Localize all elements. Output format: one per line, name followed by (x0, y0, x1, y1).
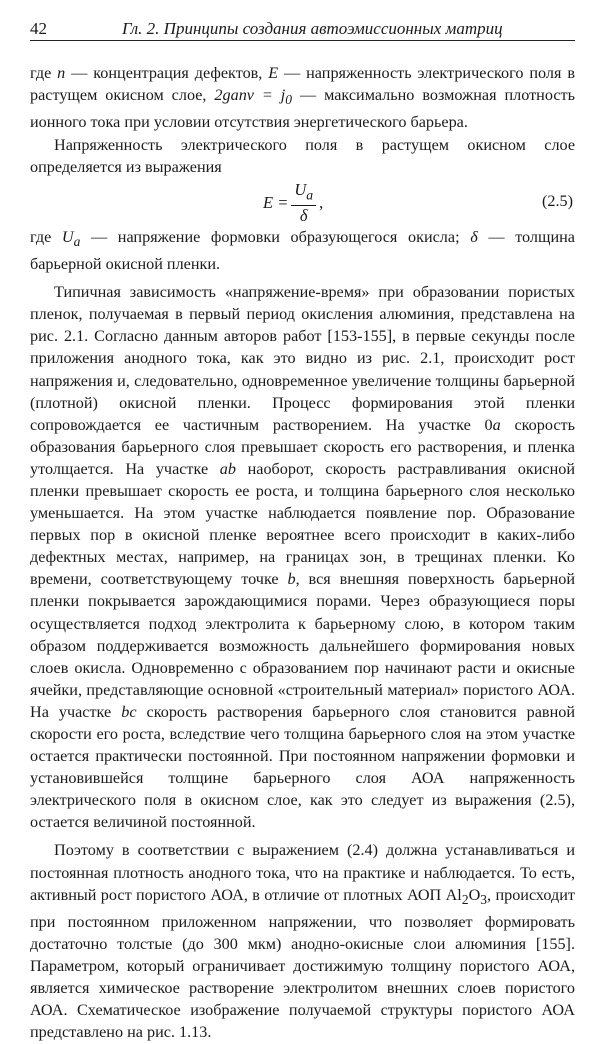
paragraph-definitions: где n — концентрация дефектов, E — напряженность электрического поля в растущем окисном слое, $2gan\nu = j_0$ — максимально возможная плотность ионного тока при условии отсутствия энергетического барьера. (30, 64, 575, 132)
running-title: Гл. 2. Принципы создания автоэмиссионных матриц (122, 19, 503, 38)
var-delta: δ (470, 227, 478, 246)
fraction (291, 180, 316, 226)
page-number: 42 (30, 19, 47, 38)
equation-lhs: E = (263, 192, 289, 212)
var-U: $U_a$ (61, 227, 81, 249)
paragraph-current-density: Поэтому в соответствии с выражением (2.4) должна устанавливаться и постоянная плотность анодного тока, что на практике и наблюдается. То есть, активный рост пористого АОА, в отличие от плотных АОП $Al_2O_3$, происходит при постоянном приложенном напряжении, что позволяет формировать достаточно толстые (до 300 мкм) анодно-окисные слои алюминия [155]. Параметром, который ограничивает достижимую толщину пористого АОА, является химическое растворение электролитом внешних слоев пористого АОА. Схематическое изображение получаемой структуры пористого АОА представлено на рис. 1.13. (30, 841, 576, 1042)
page-header (30, 18, 575, 41)
fraction-denominator: δ (299, 206, 308, 225)
paragraph-voltage-time: Типичная зависимость «напряжение-время» при образовании пористых пленок, получаемая в первый период окисления алюминия, представлена на рис. 2.1. Согласно данным авторов работ [153-155], в первые секунды после приложения анодного тока, как это видно из рис. 2.1, происходит рост напряжения и, следовательно, одновременное увеличение толщины барьерной (плотной) окисной пленки. Процесс формирования этой пленки сопровождается ее частичным растворением. На участке 0a скорость образования барьерного слоя превышает скорость его растворения, и пленка утолщается. На участке ab наоборот, скорость растравливания окисной пленки превышает скорость ее роста, и толщина барьерного слоя несколько уменьшается. На этом участке наблюдается появление пор. Образование первых пор в окисной пленке вероятнее всего происходит в каких-либо дефектных местах, например, на границах зон, в трещинах пленки. Ко времени, соответствующему точке b, вся внешняя поверхность барьерной пленки покрывается зарождающимися порами. Через образующиеся поры осуществляется подход электролита к барьерному слою, в котором таким образом поддерживается возможность дальнейшего формирования новых слоев окисла. Одновременно с образованием пор начинают расти и окисные ячейки, представляющие основной «строительный материал» пористого АОА. На участке bc скорость растворения барьерного слоя становится равной скорости его роста, вследствие чего толщина барьерного слоя на этом участке остается практически постоянной. При постоянном напряжении формовки и установившейся толщине барьерного слоя АОА напряженность электрического поля в окисном слое, как это следует из выражения (2.5), остается величиной постоянной. (30, 283, 576, 832)
var-n: n (57, 64, 66, 82)
paragraph-field-intro: Напряженность электрического поля в растущем окисном слое определяется из выражения (30, 135, 575, 176)
fraction-numerator: $U_a$ (291, 180, 316, 206)
equation-body: E = $\frac{U_a}{\delta}$ , (263, 179, 324, 225)
equation-number: (2.5) (541, 191, 573, 210)
var-E: E (268, 64, 279, 82)
paragraph-where: где $U_a$ — напряжение формовки образующегося окисла; δ — толщина барьерной окисной пленки. (30, 227, 575, 274)
expr-current-density: $2gan\nu = j_0$ (214, 86, 293, 108)
page-body (30, 62, 575, 1044)
equation-2-5 (30, 178, 575, 226)
